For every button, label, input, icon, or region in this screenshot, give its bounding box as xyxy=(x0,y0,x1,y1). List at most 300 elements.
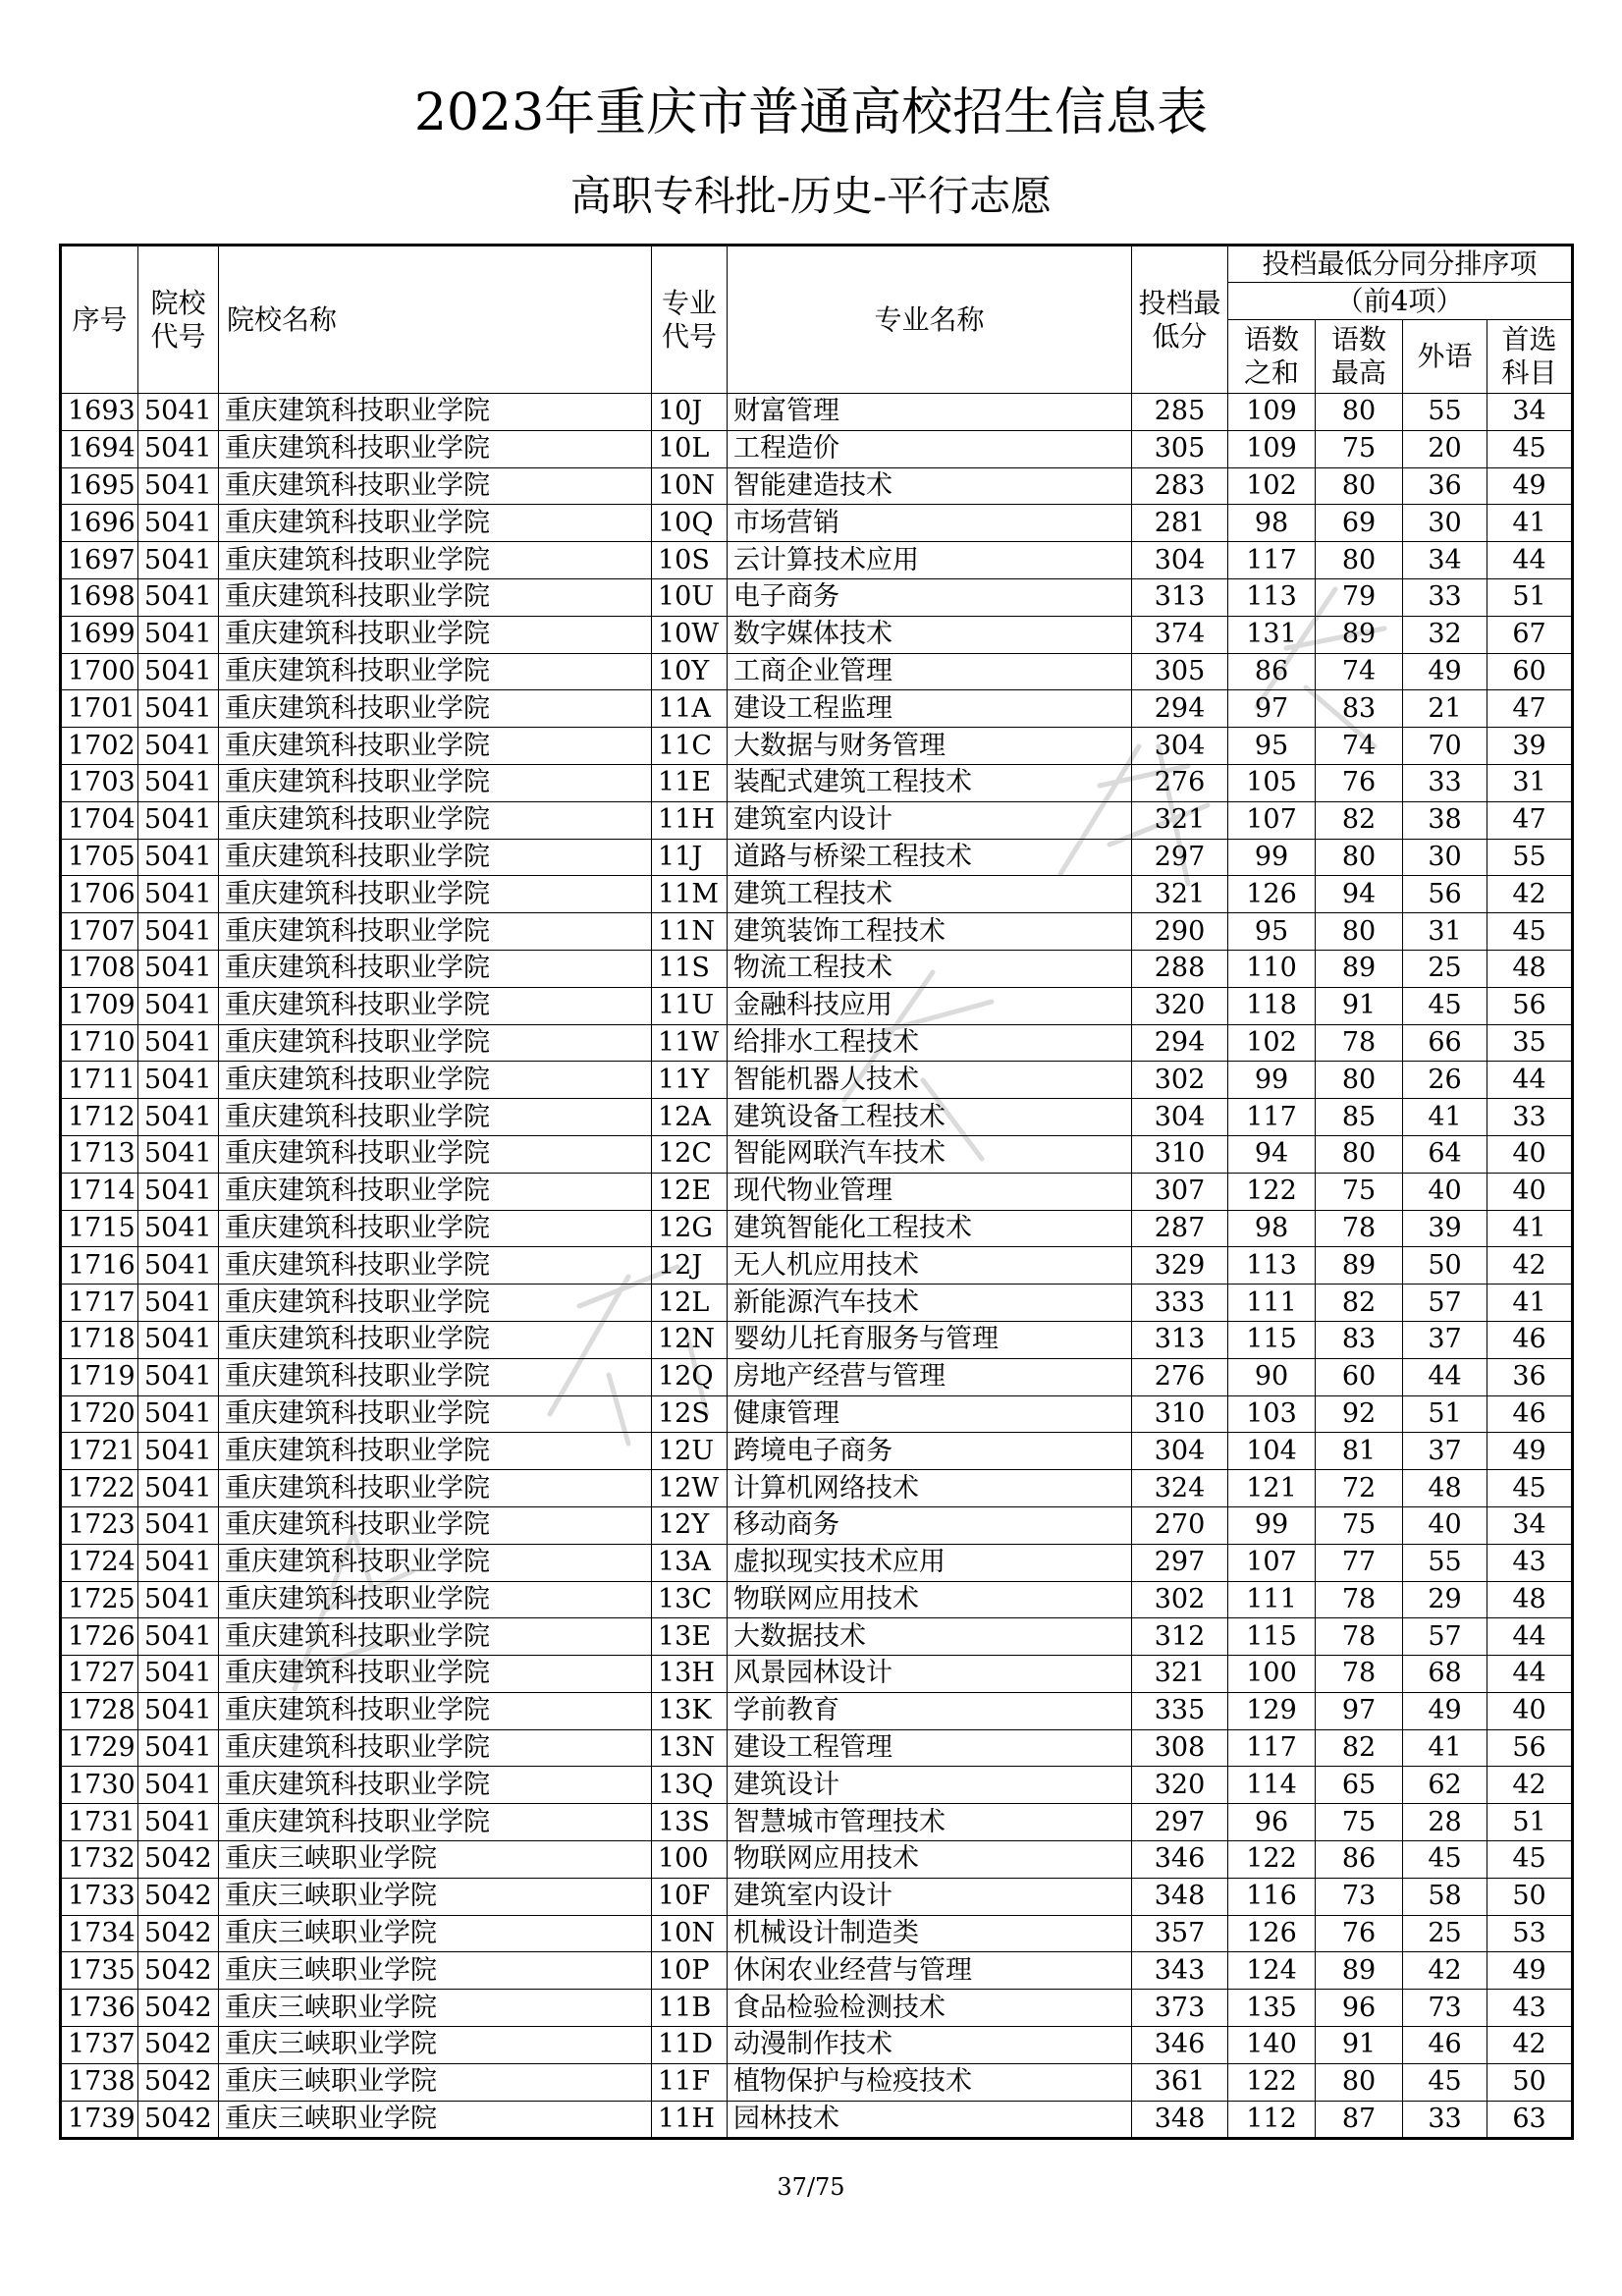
yw-max-cell: 80 xyxy=(1316,1135,1403,1173)
school-code-cell: 5042 xyxy=(138,1952,219,1990)
header-tiebreak-group: 投档最低分同分排序项 xyxy=(1228,246,1573,283)
seq-cell: 1722 xyxy=(61,1470,138,1507)
foreign-cell: 58 xyxy=(1403,1878,1487,1915)
foreign-cell: 25 xyxy=(1403,1915,1487,1952)
school-code-cell: 5041 xyxy=(138,1099,219,1136)
major-code-cell: 11F xyxy=(652,2063,728,2101)
major-name-cell: 建筑室内设计 xyxy=(728,801,1132,839)
seq-cell: 1732 xyxy=(61,1841,138,1879)
foreign-cell: 70 xyxy=(1403,728,1487,765)
major-code-cell: 11J xyxy=(652,839,728,876)
min-score-cell: 329 xyxy=(1132,1247,1228,1285)
major-name-cell: 食品检验检测技术 xyxy=(728,1990,1132,2027)
min-score-cell: 321 xyxy=(1132,876,1228,913)
major-code-cell: 13S xyxy=(652,1804,728,1841)
school-code-cell: 5042 xyxy=(138,1990,219,2027)
school-code-cell: 5041 xyxy=(138,1767,219,1804)
seq-cell: 1721 xyxy=(61,1433,138,1470)
yw-max-cell: 74 xyxy=(1316,728,1403,765)
yw-sum-cell: 126 xyxy=(1228,1915,1316,1952)
yw-max-cell: 75 xyxy=(1316,1173,1403,1210)
foreign-cell: 40 xyxy=(1403,1173,1487,1210)
major-code-cell: 11U xyxy=(652,987,728,1024)
table-row xyxy=(61,1618,1573,1656)
school-name-cell: 重庆建筑科技职业学院 xyxy=(219,1062,652,1099)
min-score-cell: 287 xyxy=(1132,1210,1228,1247)
yw-max-cell: 69 xyxy=(1316,505,1403,542)
foreign-cell: 44 xyxy=(1403,1358,1487,1395)
yw-sum-cell: 122 xyxy=(1228,2063,1316,2101)
foreign-cell: 66 xyxy=(1403,1024,1487,1062)
school-code-cell: 5041 xyxy=(138,430,219,467)
table-row xyxy=(61,839,1573,876)
major-code-cell: 11E xyxy=(652,764,728,801)
yw-sum-cell: 86 xyxy=(1228,653,1316,690)
yw-sum-cell: 102 xyxy=(1228,1024,1316,1062)
school-code-cell: 5041 xyxy=(138,913,219,951)
school-name-cell: 重庆建筑科技职业学院 xyxy=(219,987,652,1024)
yw-sum-cell: 109 xyxy=(1228,430,1316,467)
school-code-cell: 5041 xyxy=(138,690,219,728)
school-code-cell: 5041 xyxy=(138,987,219,1024)
major-code-cell: 10N xyxy=(652,467,728,505)
yw-sum-cell: 102 xyxy=(1228,467,1316,505)
major-code-cell: 13N xyxy=(652,1729,728,1767)
yw-sum-cell: 117 xyxy=(1228,1099,1316,1136)
major-code-cell: 11S xyxy=(652,950,728,987)
table-row xyxy=(61,653,1573,690)
first-subject-cell: 42 xyxy=(1487,876,1573,913)
table-row xyxy=(61,1099,1573,1136)
min-score-cell: 348 xyxy=(1132,1878,1228,1915)
school-code-cell: 5041 xyxy=(138,728,219,765)
major-code-cell: 10P xyxy=(652,1952,728,1990)
yw-max-cell: 81 xyxy=(1316,1433,1403,1470)
yw-sum-cell: 103 xyxy=(1228,1395,1316,1433)
min-score-cell: 297 xyxy=(1132,1804,1228,1841)
yw-sum-cell: 131 xyxy=(1228,616,1316,653)
major-name-cell: 市场营销 xyxy=(728,505,1132,542)
first-subject-cell: 46 xyxy=(1487,1395,1573,1433)
first-subject-cell: 45 xyxy=(1487,430,1573,467)
seq-cell: 1712 xyxy=(61,1099,138,1136)
first-subject-cell: 42 xyxy=(1487,1247,1573,1285)
foreign-cell: 32 xyxy=(1403,616,1487,653)
school-code-cell: 5042 xyxy=(138,1841,219,1879)
first-subject-cell: 50 xyxy=(1487,1878,1573,1915)
table-row xyxy=(61,1024,1573,1062)
major-code-cell: 12J xyxy=(652,1247,728,1285)
table-row xyxy=(61,2063,1573,2101)
school-code-cell: 5041 xyxy=(138,1285,219,1322)
school-code-cell: 5041 xyxy=(138,616,219,653)
foreign-cell: 45 xyxy=(1403,987,1487,1024)
min-score-cell: 324 xyxy=(1132,1470,1228,1507)
first-subject-cell: 40 xyxy=(1487,1692,1573,1729)
school-code-cell: 5042 xyxy=(138,1915,219,1952)
foreign-cell: 29 xyxy=(1403,1581,1487,1618)
major-code-cell: 11A xyxy=(652,690,728,728)
yw-sum-cell: 111 xyxy=(1228,1285,1316,1322)
seq-cell: 1716 xyxy=(61,1247,138,1285)
seq-cell: 1729 xyxy=(61,1729,138,1767)
table-row xyxy=(61,394,1573,431)
table-row xyxy=(61,1321,1573,1358)
seq-cell: 1736 xyxy=(61,1990,138,2027)
first-subject-cell: 45 xyxy=(1487,1841,1573,1879)
table-row xyxy=(61,1878,1573,1915)
school-name-cell: 重庆三峡职业学院 xyxy=(219,1990,652,2027)
major-name-cell: 建设工程管理 xyxy=(728,1729,1132,1767)
table-body xyxy=(61,394,1573,2139)
major-code-cell: 13E xyxy=(652,1618,728,1656)
yw-max-cell: 72 xyxy=(1316,1470,1403,1507)
seq-cell: 1707 xyxy=(61,913,138,951)
min-score-cell: 304 xyxy=(1132,1099,1228,1136)
table-row xyxy=(61,467,1573,505)
first-subject-cell: 56 xyxy=(1487,1729,1573,1767)
school-code-cell: 5041 xyxy=(138,876,219,913)
seq-cell: 1718 xyxy=(61,1321,138,1358)
school-code-cell: 5041 xyxy=(138,1024,219,1062)
school-name-cell: 重庆建筑科技职业学院 xyxy=(219,839,652,876)
major-name-cell: 机械设计制造类 xyxy=(728,1915,1132,1952)
first-subject-cell: 31 xyxy=(1487,764,1573,801)
school-name-cell: 重庆三峡职业学院 xyxy=(219,1878,652,1915)
seq-cell: 1727 xyxy=(61,1656,138,1693)
major-name-cell: 婴幼儿托育服务与管理 xyxy=(728,1321,1132,1358)
major-name-cell: 财富管理 xyxy=(728,394,1132,431)
admission-table xyxy=(59,244,1574,2140)
major-name-cell: 建筑智能化工程技术 xyxy=(728,1210,1132,1247)
seq-cell: 1711 xyxy=(61,1062,138,1099)
first-subject-cell: 56 xyxy=(1487,987,1573,1024)
table-row xyxy=(61,616,1573,653)
min-score-cell: 302 xyxy=(1132,1581,1228,1618)
seq-cell: 1699 xyxy=(61,616,138,653)
min-score-cell: 335 xyxy=(1132,1692,1228,1729)
school-code-cell: 5042 xyxy=(138,2027,219,2064)
yw-max-cell: 78 xyxy=(1316,1581,1403,1618)
school-name-cell: 重庆建筑科技职业学院 xyxy=(219,728,652,765)
yw-sum-cell: 99 xyxy=(1228,1506,1316,1544)
min-score-cell: 305 xyxy=(1132,653,1228,690)
school-code-cell: 5041 xyxy=(138,764,219,801)
table-row xyxy=(61,876,1573,913)
table-row xyxy=(61,1544,1573,1581)
major-code-cell: 12E xyxy=(652,1173,728,1210)
foreign-cell: 42 xyxy=(1403,1952,1487,1990)
yw-sum-cell: 96 xyxy=(1228,1804,1316,1841)
header-seq: 序号 xyxy=(61,246,138,394)
yw-max-cell: 87 xyxy=(1316,2101,1403,2138)
yw-sum-cell: 90 xyxy=(1228,1358,1316,1395)
min-score-cell: 283 xyxy=(1132,467,1228,505)
yw-sum-cell: 99 xyxy=(1228,1062,1316,1099)
school-name-cell: 重庆三峡职业学院 xyxy=(219,2027,652,2064)
major-code-cell: 10J xyxy=(652,394,728,431)
major-name-cell: 建设工程监理 xyxy=(728,690,1132,728)
yw-max-cell: 82 xyxy=(1316,1285,1403,1322)
school-name-cell: 重庆建筑科技职业学院 xyxy=(219,1544,652,1581)
major-code-cell: 100 xyxy=(652,1841,728,1879)
header-yw-max: 语数最高 xyxy=(1316,320,1403,394)
min-score-cell: 276 xyxy=(1132,1358,1228,1395)
seq-cell: 1695 xyxy=(61,467,138,505)
school-code-cell: 5041 xyxy=(138,1358,219,1395)
table-row xyxy=(61,2101,1573,2138)
foreign-cell: 51 xyxy=(1403,1395,1487,1433)
school-code-cell: 5042 xyxy=(138,2063,219,2101)
first-subject-cell: 45 xyxy=(1487,913,1573,951)
school-name-cell: 重庆建筑科技职业学院 xyxy=(219,1618,652,1656)
school-name-cell: 重庆建筑科技职业学院 xyxy=(219,1470,652,1507)
major-name-cell: 动漫制作技术 xyxy=(728,2027,1132,2064)
major-code-cell: 11N xyxy=(652,913,728,951)
foreign-cell: 36 xyxy=(1403,467,1487,505)
major-code-cell: 11B xyxy=(652,1990,728,2027)
major-name-cell: 工程造价 xyxy=(728,430,1132,467)
major-name-cell: 工商企业管理 xyxy=(728,653,1132,690)
school-code-cell: 5041 xyxy=(138,950,219,987)
school-code-cell: 5041 xyxy=(138,1247,219,1285)
min-score-cell: 304 xyxy=(1132,728,1228,765)
major-name-cell: 物联网应用技术 xyxy=(728,1841,1132,1879)
first-subject-cell: 49 xyxy=(1487,1952,1573,1990)
seq-cell: 1710 xyxy=(61,1024,138,1062)
foreign-cell: 55 xyxy=(1403,1544,1487,1581)
table-row xyxy=(61,1210,1573,1247)
yw-max-cell: 60 xyxy=(1316,1358,1403,1395)
major-code-cell: 12Y xyxy=(652,1506,728,1544)
school-code-cell: 5041 xyxy=(138,1544,219,1581)
seq-cell: 1698 xyxy=(61,578,138,616)
school-name-cell: 重庆建筑科技职业学院 xyxy=(219,1358,652,1395)
first-subject-cell: 53 xyxy=(1487,1915,1573,1952)
school-code-cell: 5041 xyxy=(138,1062,219,1099)
foreign-cell: 25 xyxy=(1403,950,1487,987)
school-code-cell: 5041 xyxy=(138,1433,219,1470)
min-score-cell: 310 xyxy=(1132,1395,1228,1433)
major-code-cell: 12C xyxy=(652,1135,728,1173)
yw-max-cell: 80 xyxy=(1316,913,1403,951)
yw-sum-cell: 126 xyxy=(1228,876,1316,913)
seq-cell: 1714 xyxy=(61,1173,138,1210)
school-code-cell: 5041 xyxy=(138,394,219,431)
table-row xyxy=(61,1990,1573,2027)
seq-cell: 1724 xyxy=(61,1544,138,1581)
yw-max-cell: 97 xyxy=(1316,1692,1403,1729)
first-subject-cell: 43 xyxy=(1487,1544,1573,1581)
seq-cell: 1708 xyxy=(61,950,138,987)
table-row xyxy=(61,1581,1573,1618)
yw-sum-cell: 135 xyxy=(1228,1990,1316,2027)
table-row xyxy=(61,1729,1573,1767)
major-code-cell: 13C xyxy=(652,1581,728,1618)
major-name-cell: 健康管理 xyxy=(728,1395,1132,1433)
yw-sum-cell: 113 xyxy=(1228,1247,1316,1285)
seq-cell: 1702 xyxy=(61,728,138,765)
table-row xyxy=(61,1804,1573,1841)
table-row xyxy=(61,1173,1573,1210)
min-score-cell: 348 xyxy=(1132,2101,1228,2138)
major-name-cell: 装配式建筑工程技术 xyxy=(728,764,1132,801)
seq-cell: 1717 xyxy=(61,1285,138,1322)
first-subject-cell: 63 xyxy=(1487,2101,1573,2138)
school-name-cell: 重庆三峡职业学院 xyxy=(219,1841,652,1879)
school-name-cell: 重庆建筑科技职业学院 xyxy=(219,950,652,987)
yw-sum-cell: 99 xyxy=(1228,839,1316,876)
school-code-cell: 5041 xyxy=(138,1692,219,1729)
table-row xyxy=(61,1915,1573,1952)
major-name-cell: 计算机网络技术 xyxy=(728,1470,1132,1507)
school-code-cell: 5041 xyxy=(138,1395,219,1433)
major-code-cell: 11C xyxy=(652,728,728,765)
major-name-cell: 植物保护与检疫技术 xyxy=(728,2063,1132,2101)
major-code-cell: 12Q xyxy=(652,1358,728,1395)
school-name-cell: 重庆建筑科技职业学院 xyxy=(219,430,652,467)
table-row xyxy=(61,913,1573,951)
table-row xyxy=(61,764,1573,801)
yw-max-cell: 78 xyxy=(1316,1656,1403,1693)
seq-cell: 1700 xyxy=(61,653,138,690)
foreign-cell: 57 xyxy=(1403,1618,1487,1656)
yw-sum-cell: 97 xyxy=(1228,690,1316,728)
min-score-cell: 297 xyxy=(1132,1544,1228,1581)
yw-sum-cell: 111 xyxy=(1228,1581,1316,1618)
yw-sum-cell: 107 xyxy=(1228,801,1316,839)
foreign-cell: 40 xyxy=(1403,1506,1487,1544)
foreign-cell: 38 xyxy=(1403,801,1487,839)
major-code-cell: 10Q xyxy=(652,505,728,542)
yw-max-cell: 82 xyxy=(1316,801,1403,839)
school-name-cell: 重庆建筑科技职业学院 xyxy=(219,1506,652,1544)
seq-cell: 1730 xyxy=(61,1767,138,1804)
min-score-cell: 313 xyxy=(1132,578,1228,616)
major-code-cell: 13K xyxy=(652,1692,728,1729)
min-score-cell: 297 xyxy=(1132,839,1228,876)
foreign-cell: 41 xyxy=(1403,1099,1487,1136)
table-row xyxy=(61,950,1573,987)
school-name-cell: 重庆建筑科技职业学院 xyxy=(219,1173,652,1210)
seq-cell: 1709 xyxy=(61,987,138,1024)
seq-cell: 1706 xyxy=(61,876,138,913)
major-code-cell: 11W xyxy=(652,1024,728,1062)
yw-max-cell: 80 xyxy=(1316,2063,1403,2101)
min-score-cell: 307 xyxy=(1132,1173,1228,1210)
major-code-cell: 10Y xyxy=(652,653,728,690)
foreign-cell: 45 xyxy=(1403,1841,1487,1879)
table-row xyxy=(61,1767,1573,1804)
yw-sum-cell: 95 xyxy=(1228,913,1316,951)
school-code-cell: 5041 xyxy=(138,1135,219,1173)
seq-cell: 1728 xyxy=(61,1692,138,1729)
first-subject-cell: 60 xyxy=(1487,653,1573,690)
first-subject-cell: 41 xyxy=(1487,505,1573,542)
foreign-cell: 30 xyxy=(1403,839,1487,876)
yw-sum-cell: 124 xyxy=(1228,1952,1316,1990)
yw-max-cell: 89 xyxy=(1316,1247,1403,1285)
first-subject-cell: 35 xyxy=(1487,1024,1573,1062)
school-name-cell: 重庆建筑科技职业学院 xyxy=(219,1581,652,1618)
foreign-cell: 31 xyxy=(1403,913,1487,951)
foreign-cell: 68 xyxy=(1403,1656,1487,1693)
header-major-code: 专业代号 xyxy=(652,246,728,394)
school-code-cell: 5041 xyxy=(138,1618,219,1656)
major-code-cell: 13A xyxy=(652,1544,728,1581)
major-name-cell: 大数据技术 xyxy=(728,1618,1132,1656)
yw-max-cell: 79 xyxy=(1316,578,1403,616)
major-name-cell: 建筑设计 xyxy=(728,1767,1132,1804)
school-name-cell: 重庆建筑科技职业学院 xyxy=(219,467,652,505)
table-row xyxy=(61,801,1573,839)
header-school-code: 院校代号 xyxy=(138,246,219,394)
yw-sum-cell: 122 xyxy=(1228,1173,1316,1210)
table-row xyxy=(61,1247,1573,1285)
yw-max-cell: 94 xyxy=(1316,876,1403,913)
yw-max-cell: 91 xyxy=(1316,2027,1403,2064)
major-code-cell: 12N xyxy=(652,1321,728,1358)
yw-max-cell: 89 xyxy=(1316,616,1403,653)
major-code-cell: 12A xyxy=(652,1099,728,1136)
foreign-cell: 62 xyxy=(1403,1767,1487,1804)
yw-sum-cell: 115 xyxy=(1228,1321,1316,1358)
first-subject-cell: 44 xyxy=(1487,1618,1573,1656)
yw-sum-cell: 118 xyxy=(1228,987,1316,1024)
min-score-cell: 361 xyxy=(1132,2063,1228,2101)
seq-cell: 1725 xyxy=(61,1581,138,1618)
table-row xyxy=(61,1433,1573,1470)
seq-cell: 1737 xyxy=(61,2027,138,2064)
foreign-cell: 37 xyxy=(1403,1433,1487,1470)
foreign-cell: 49 xyxy=(1403,653,1487,690)
major-code-cell: 13Q xyxy=(652,1767,728,1804)
table-row xyxy=(61,987,1573,1024)
first-subject-cell: 67 xyxy=(1487,616,1573,653)
yw-sum-cell: 94 xyxy=(1228,1135,1316,1173)
seq-cell: 1733 xyxy=(61,1878,138,1915)
major-name-cell: 云计算技术应用 xyxy=(728,542,1132,579)
seq-cell: 1693 xyxy=(61,394,138,431)
school-code-cell: 5041 xyxy=(138,578,219,616)
yw-sum-cell: 98 xyxy=(1228,505,1316,542)
header-major-name: 专业名称 xyxy=(728,246,1132,394)
min-score-cell: 270 xyxy=(1132,1506,1228,1544)
seq-cell: 1704 xyxy=(61,801,138,839)
min-score-cell: 285 xyxy=(1132,394,1228,431)
yw-max-cell: 78 xyxy=(1316,1024,1403,1062)
yw-max-cell: 80 xyxy=(1316,394,1403,431)
min-score-cell: 346 xyxy=(1132,1841,1228,1879)
min-score-cell: 373 xyxy=(1132,1990,1228,2027)
yw-sum-cell: 105 xyxy=(1228,764,1316,801)
yw-max-cell: 96 xyxy=(1316,1990,1403,2027)
school-name-cell: 重庆建筑科技职业学院 xyxy=(219,1247,652,1285)
min-score-cell: 288 xyxy=(1132,950,1228,987)
foreign-cell: 55 xyxy=(1403,394,1487,431)
major-name-cell: 建筑室内设计 xyxy=(728,1878,1132,1915)
first-subject-cell: 51 xyxy=(1487,578,1573,616)
table-row xyxy=(61,1692,1573,1729)
table-row xyxy=(61,1656,1573,1693)
school-name-cell: 重庆建筑科技职业学院 xyxy=(219,1804,652,1841)
school-name-cell: 重庆建筑科技职业学院 xyxy=(219,1433,652,1470)
major-code-cell: 11Y xyxy=(652,1062,728,1099)
foreign-cell: 57 xyxy=(1403,1285,1487,1322)
yw-max-cell: 78 xyxy=(1316,1210,1403,1247)
header-yw-sum: 语数之和 xyxy=(1228,320,1316,394)
seq-cell: 1734 xyxy=(61,1915,138,1952)
